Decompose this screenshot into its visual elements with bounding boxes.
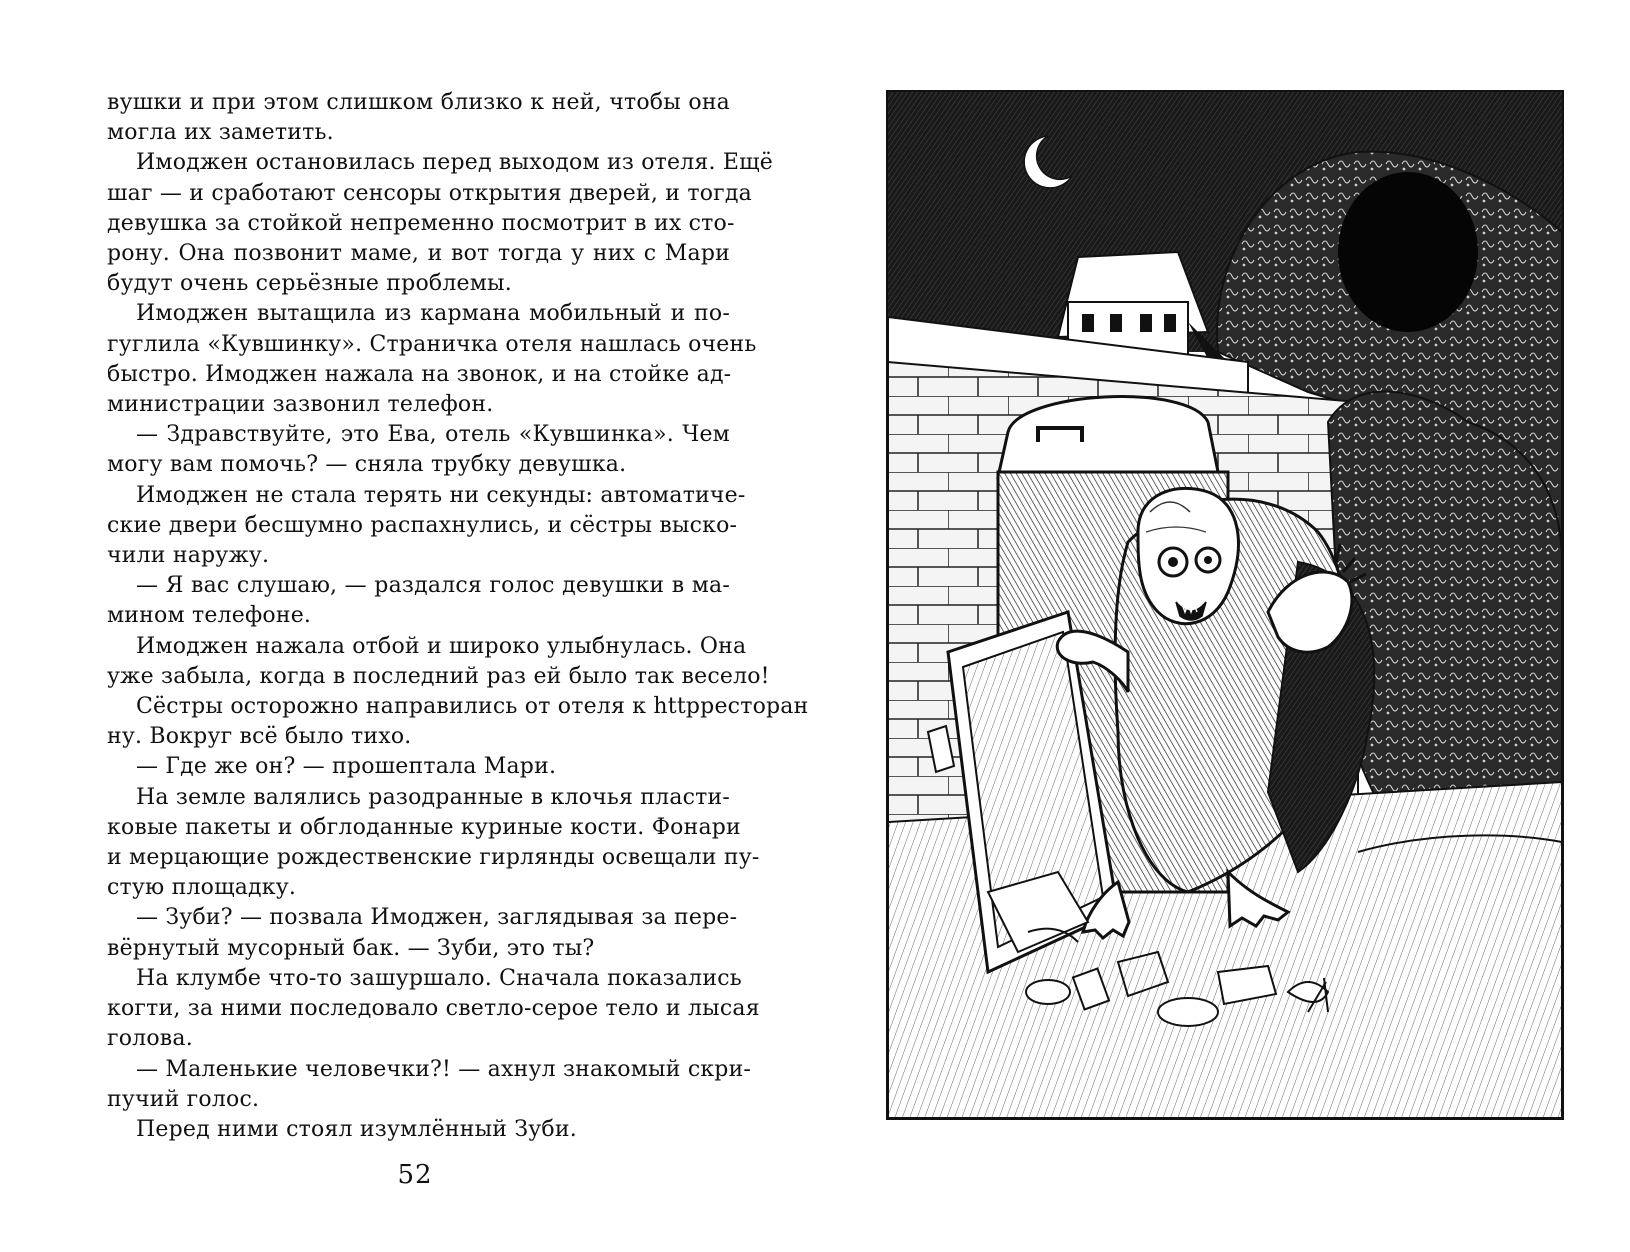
illustration-drawing: [888, 92, 1562, 1118]
text-line: быстро. Имоджен нажала на звонок, и на стойке ад-: [107, 361, 732, 387]
text-line: — Маленькие человечки?! — ахнул знакомый скри-: [136, 1056, 752, 1082]
text-line: девушка за стойкой непременно посмотрит в их сто-: [107, 210, 735, 236]
text-line: могу вам помочь? — сняла трубку девушка.: [107, 452, 627, 478]
text-line: На клумбе что-то зашуршало. Сначала показались: [136, 965, 742, 991]
right-page: [815, 0, 1630, 1252]
text-line: — Здравствуйте, это Ева, отель «Кувшинка». Чем: [136, 422, 730, 448]
text-line: Имоджен нажала отбой и широко улыбнулась. Она: [136, 633, 747, 659]
text-column: [107, 88, 809, 1145]
text-line: мином телефоне.: [107, 603, 312, 629]
text-line: — Зуби? — позвала Имоджен, заглядывая за пере-: [136, 905, 738, 931]
text-line: вёрнутый мусорный бак. — Зуби, это ты?: [107, 935, 595, 961]
text-line: рону. Она позвонит маме, и вот тогда у них с Мари: [107, 241, 730, 267]
text-line: вушки и при этом слишком близко к ней, чтобы она: [107, 90, 730, 115]
text-line: уже забыла, когда в последний раз ей было так весело!: [107, 663, 770, 689]
text-line: Перед ними стоял изумлённый Зуби.: [136, 1116, 577, 1142]
text-line: Имоджен не стала терять ни секунды: автоматиче-: [136, 482, 746, 508]
text-line: и мерцающие рождественские гирлянды освещали пу-: [107, 845, 760, 871]
text-line: стую площадку.: [107, 875, 297, 901]
text-line: будут очень серьёзные проблемы.: [107, 271, 512, 297]
text-line: ковые пакеты и обглоданные куриные кости. Фонари: [107, 814, 741, 840]
illustration: [886, 90, 1564, 1120]
text-line: — Я вас слушаю, — раздался голос девушки в ма-: [136, 573, 730, 599]
page-number: 52: [397, 1160, 433, 1190]
text-line: чили наружу.: [107, 543, 270, 569]
text-line: пучий голос.: [107, 1086, 260, 1112]
text-line: Имоджен вытащила из кармана мобильный и по-: [136, 301, 730, 327]
text-line: Имоджен остановилась перед выходом из отеля. Ещё: [136, 150, 774, 176]
text-line: На земле валялись разодранные в клочья пласти-: [136, 784, 731, 810]
text-line: — Где же он? — прошептала Мари.: [136, 754, 557, 780]
text-line: Сёстры осторожно направились от отеля к httpресторан: [136, 694, 809, 720]
text-line: шаг — и сработают сенсоры открытия дверей, и тогда: [107, 180, 752, 206]
text-line: когти, за ними последовало светло-серое тело и лысая: [107, 996, 760, 1022]
text-line: ские двери бесшумно распахнулись, и сёстры выско-: [107, 512, 738, 538]
text-line: гуглила «Кувшинку». Страничка отеля нашлась очень: [107, 331, 757, 357]
text-line: могла их заметить.: [107, 120, 334, 146]
text-line: ну. Вокруг всё было тихо.: [107, 724, 412, 750]
text-line: министрации зазвонил телефон.: [107, 392, 494, 418]
text-line: голова.: [107, 1026, 193, 1052]
tree-shadow: [1338, 172, 1478, 332]
